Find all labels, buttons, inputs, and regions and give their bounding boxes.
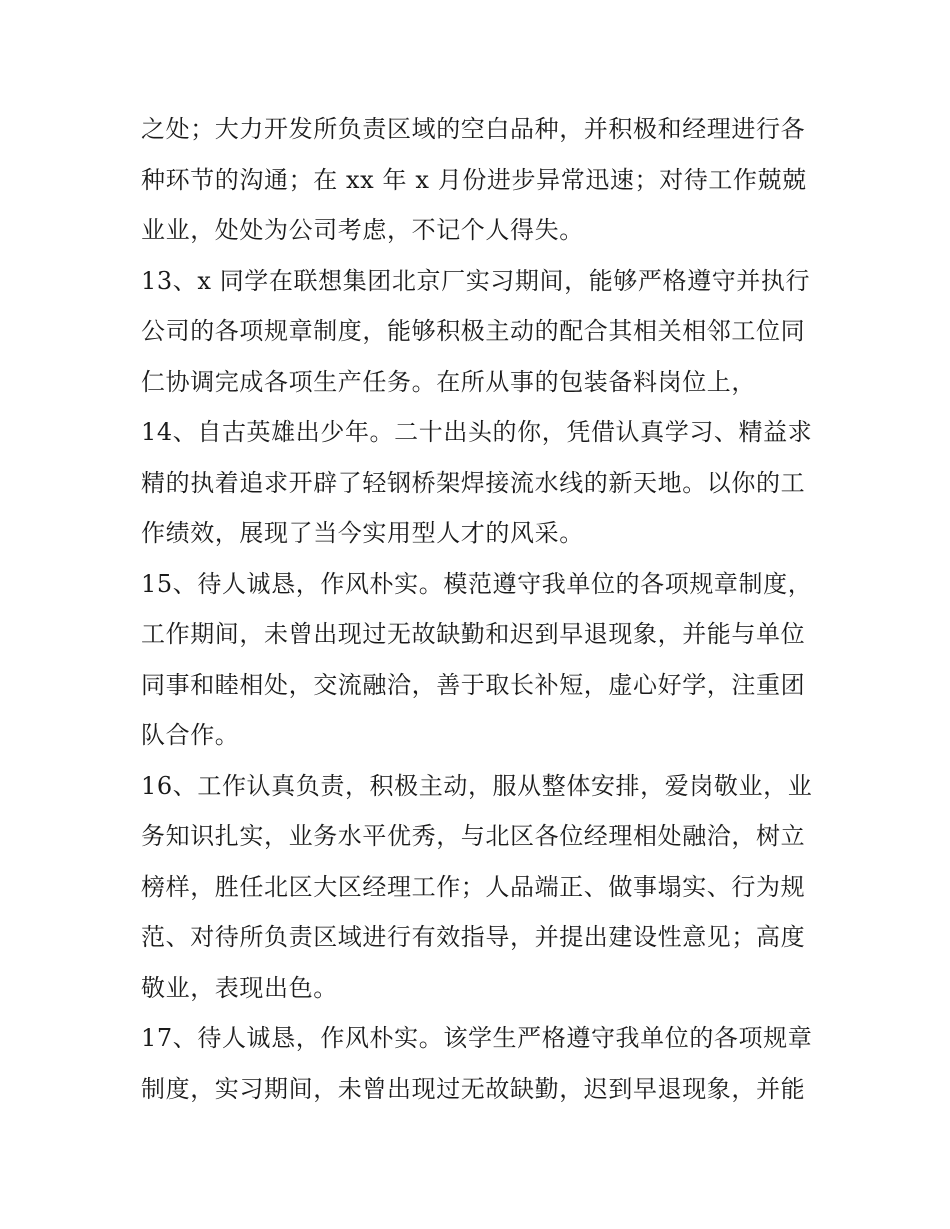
text-line: 队合作。 xyxy=(141,721,240,749)
text-line: 榜样，胜任北区大区经理工作；人品端正、做事塌实、行为规 xyxy=(141,872,806,901)
text-line: 16、工作认真负责，积极主动，服从整体安排，爱岗敬业，业 xyxy=(141,771,813,800)
text-line: 种环节的沟通；在 xx 年 x 月份进步异常迅速；对待工作兢兢 xyxy=(141,165,807,194)
text-line: 敬业，表现出色。 xyxy=(141,973,338,1002)
text-line: 工作期间，未曾出现过无故缺勤和迟到早退现象，并能与单位 xyxy=(141,620,806,648)
text-line: 17、待人诚恳，作风朴实。该学生严格遵守我单位的各项规章 xyxy=(141,1024,813,1052)
text-line: 13、x 同学在联想集团北京厂实习期间，能够严格遵守并执行 xyxy=(141,266,811,295)
text-line: 制度，实习期间，未曾出现过无故缺勤，迟到早退现象，并能 xyxy=(141,1074,806,1103)
text-line: 之处；大力开发所负责区域的空白品种，并积极和经理进行各 xyxy=(141,115,806,143)
text-line: 15、待人诚恳，作风朴实。模范遵守我单位的各项规章制度， xyxy=(141,569,813,598)
document-body xyxy=(141,104,813,1114)
text-line: 业业，处处为公司考虑，不记个人得失。 xyxy=(141,216,584,244)
text-line: 作绩效，展现了当今实用型人才的风采。 xyxy=(141,519,584,547)
text-line: 仁协调完成各项生产任务。在所从事的包装备料岗位上， xyxy=(141,367,756,396)
text-line: 精的执着追求开辟了轻钢桥架焊接流水线的新天地。以你的工 xyxy=(141,468,806,497)
text-line: 14、自古英雄出少年。二十出头的你，凭借认真学习、精益求 xyxy=(141,418,813,446)
text-line: 同事和睦相处，交流融洽，善于取长补短，虚心好学，注重团 xyxy=(141,670,806,699)
text-line: 公司的各项规章制度，能够积极主动的配合其相关相邻工位同 xyxy=(141,317,806,345)
text-line: 务知识扎实，业务水平优秀，与北区各位经理相处融洽，树立 xyxy=(141,822,806,850)
text-line: 范、对待所负责区域进行有效指导，并提出建设性意见；高度 xyxy=(141,923,806,951)
